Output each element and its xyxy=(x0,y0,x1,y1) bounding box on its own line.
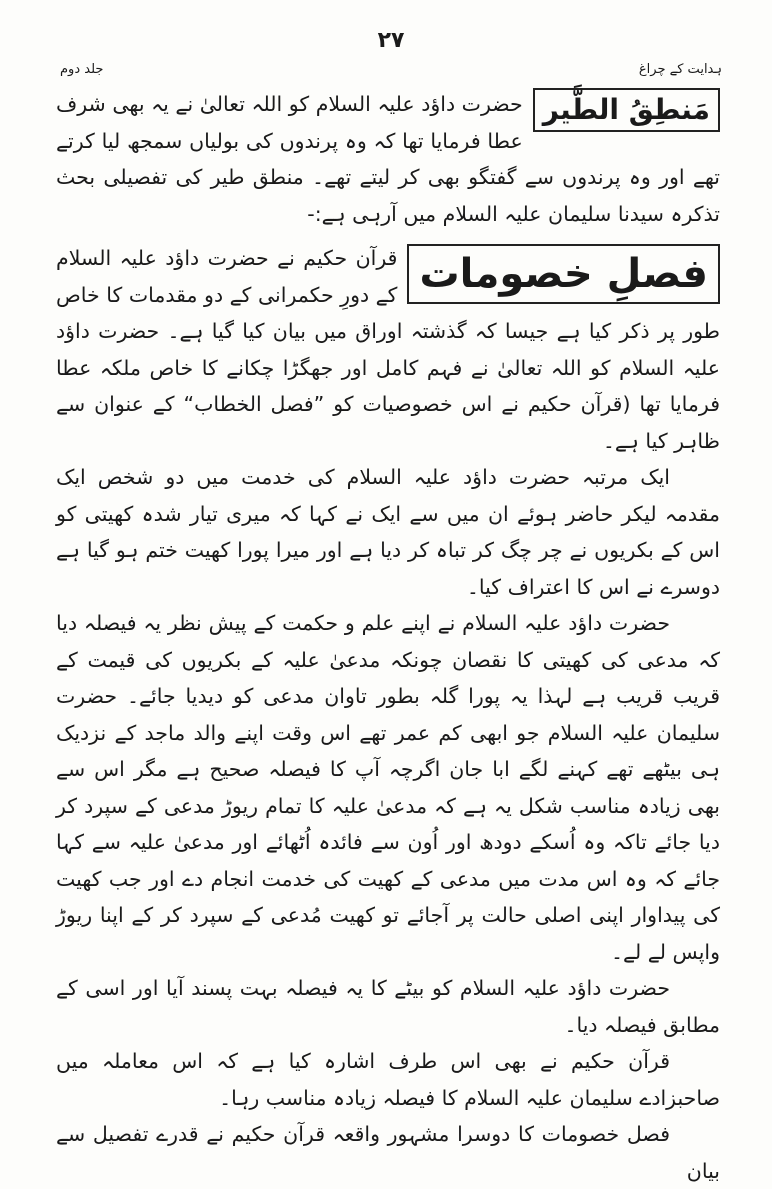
volume-label: جلد دوم xyxy=(60,62,104,77)
paragraph: حضرت داؤد علیہ السلام کو بیٹے کا یہ فیصلہ بہت پسند آیا اور اسی کے مطابق فیصلہ دیا۔ xyxy=(56,976,720,1037)
page-number: ٢٧ xyxy=(377,28,405,53)
paragraph: قرآن حکیم نے حضرت داؤد علیہ السلام کے دورِ حکمرانی کے دو مقدمات کا خاص طور پر ذکر کیا ہے جیسا کہ گذشتہ اوراق میں بیان کیا گیا ہے۔ حضرت داؤد علیہ السلام کو اللہ تعالیٰ نے فہم کامل اور جھگڑا چکانے کا خاص ملکہ عطا فرمایا تھا (قرآن حکیم نے اس خصوصیات کو ”فصل الخطاب“ کے عنوان سے ظاہر کیا ہے۔ xyxy=(56,246,720,453)
paragraph: ایک مرتبہ حضرت داؤد علیہ السلام کی خدمت میں دو شخص ایک مقدمہ لیکر حاضر ہوئے ان میں سے ایک نے کہا کہ میری تیار شدہ کھیتی کو اس کے بکریوں نے چر چگ کر تباہ کر دیا ہے اور میرا پورا کھیت ختم ہو گیا ہے دوسرے نے اس کا اعتراف کیا۔ xyxy=(56,465,720,599)
paragraph: حضرت داؤد علیہ السلام نے اپنے علم و حکمت کے پیش نظر یہ فیصلہ دیا کہ مدعی کی کھیتی کا نقصان چونکہ مدعیٰ علیہ کے بکریوں کی قیمت کے قریب قریب ہے لہذا یہ پورا گلہ بطور تاوان مدعی کو دیدیا جائے۔ حضرت سلیمان علیہ السلام جو ابھی کم عمر تھے اس وقت اپنے والد ماجد کے نزدیک ہی بیٹھے تھے کہنے لگے ابا جان اگرچہ آپ کا فیصلہ صحیح ہے مگر اس سے بھی زیادہ مناسب شکل یہ ہے کہ مدعیٰ علیہ کا تمام ریوڑ مدعی کے سپرد کر دیا جائے تاکہ وہ اُسکے دودھ اور اُون سے فائدہ اُٹھائے اور مدعیٰ علیہ سے کہا جائے کہ وہ اس مدت میں مدعی کے کھیت کی خدمت انجام دے اور جب کھیت کی پیداوار اپنی اصلی حالت پر آجائے تو کھیت مُدعی کے سپرد کر کے اپنا ریوڑ واپس لے لے۔ xyxy=(56,611,720,964)
book-title: ہدایت کے چراغ xyxy=(638,62,722,77)
section-paragraph: حضرت داؤد علیہ السلام کو اللہ تعالیٰ نے یہ بھی شرف عطا فرمایا تھا کہ وہ پرندوں کی بولیاں سمجھ لیا کرتے تھے اور وہ پرندوں سے گفتگو بھی کر لیتے تھے۔ منطق طیر کی تفصیلی بحث تذکرہ سیدنا سلیمان علیہ السلام میں آرہی ہے:- xyxy=(56,92,720,226)
section-fasl-khusumat xyxy=(56,240,720,1189)
section-heading: مَنطِقُ الطَّیر xyxy=(533,88,720,132)
section-mantiq-ut-tair xyxy=(56,86,720,232)
paragraph: قرآن حکیم نے بھی اس طرف اشارہ کیا ہے کہ اس معاملہ میں صاحبزادے سلیمان علیہ السلام کا فیصلہ زیادہ مناسب رہا۔ xyxy=(56,1049,720,1110)
paragraph: فصل خصومات کا دوسرا مشہور واقعہ قرآن حکیم نے قدرے تفصیل سے بیان xyxy=(56,1122,720,1183)
section-heading: فصلِ خصومات xyxy=(407,244,720,304)
page-header xyxy=(60,28,722,88)
